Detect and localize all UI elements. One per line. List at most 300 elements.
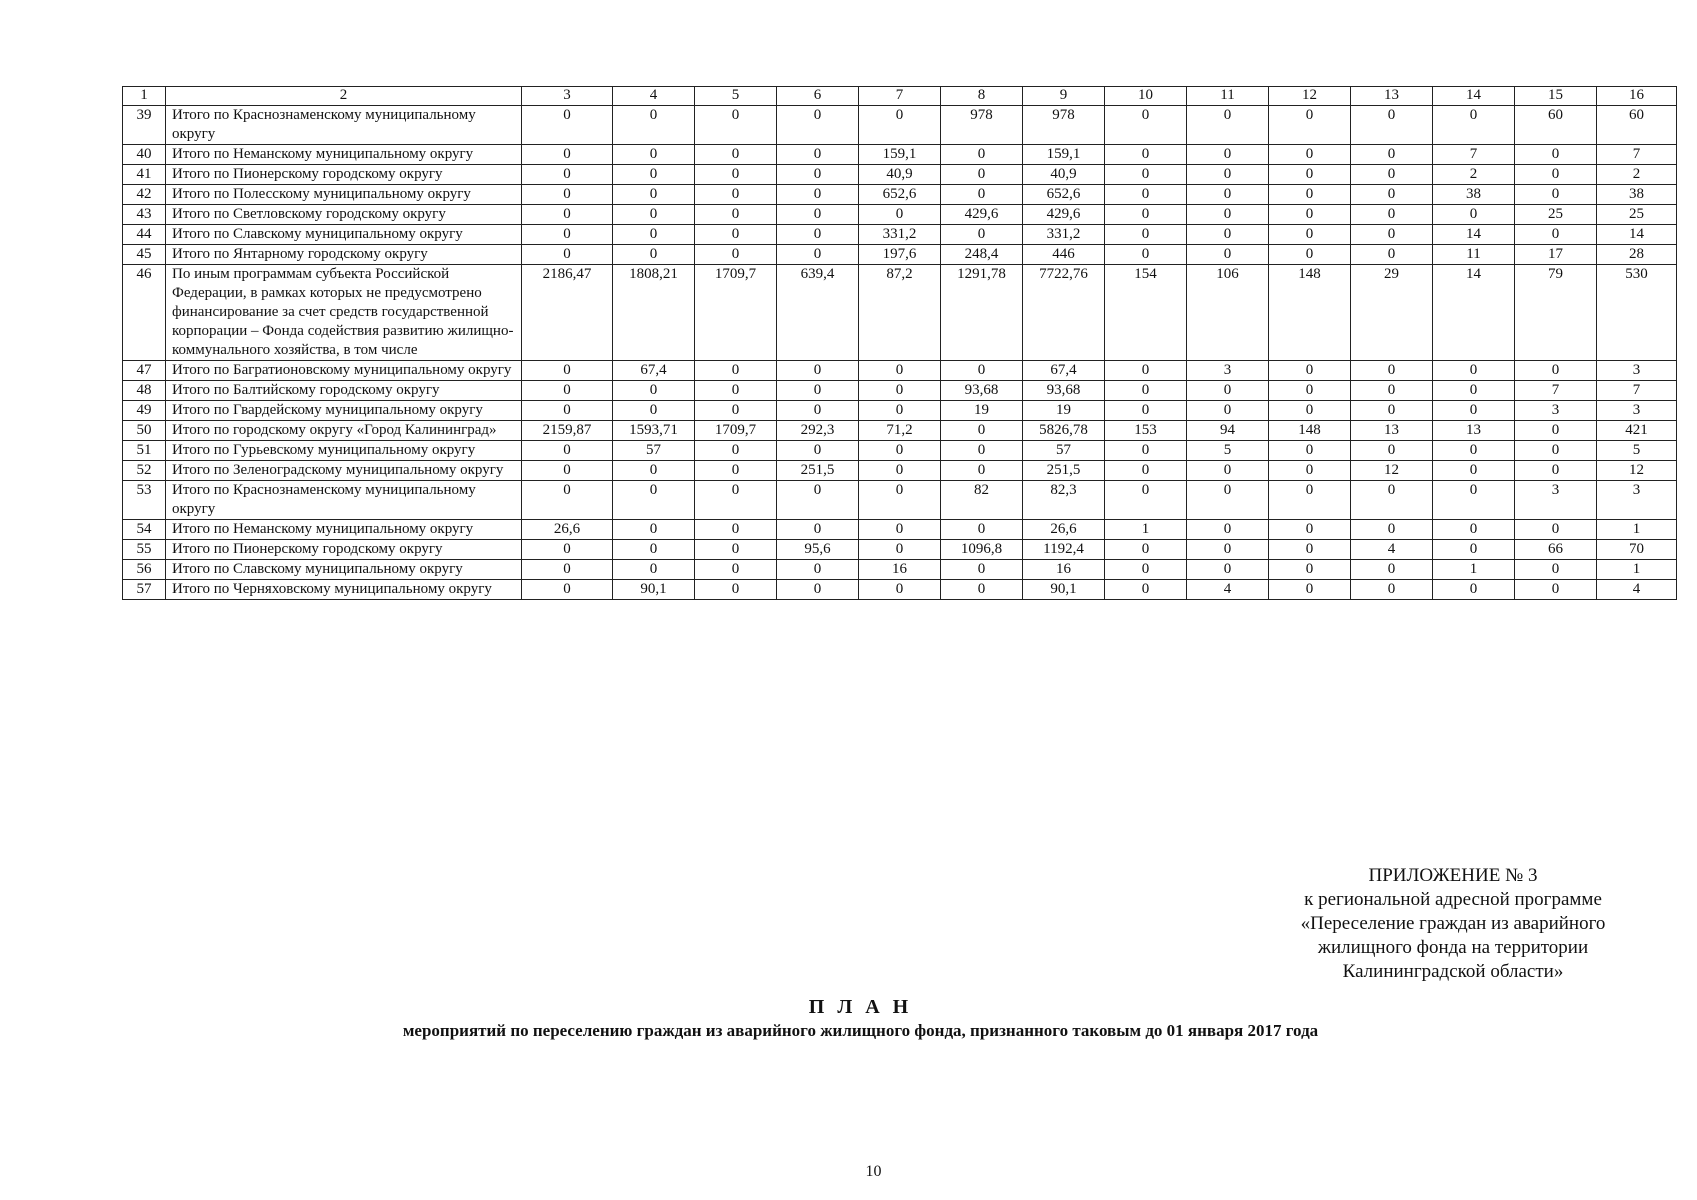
value-cell: 0: [695, 560, 777, 580]
column-number-cell: 6: [777, 87, 859, 106]
column-number-cell: 3: [522, 87, 613, 106]
value-cell: 1593,71: [613, 421, 695, 441]
appendix-line: «Переселение граждан из аварийного: [1300, 913, 1606, 934]
value-cell: 0: [695, 481, 777, 520]
value-cell: 1096,8: [941, 540, 1023, 560]
value-cell: 0: [613, 165, 695, 185]
value-cell: 0: [777, 401, 859, 421]
value-cell: 5826,78: [1023, 421, 1105, 441]
row-name-cell: Итого по Зеленоградскому муниципальному округу: [166, 461, 522, 481]
value-cell: 0: [522, 145, 613, 165]
value-cell: 0: [859, 461, 941, 481]
column-number-cell: 12: [1269, 87, 1351, 106]
value-cell: 0: [522, 205, 613, 225]
value-cell: 0: [1105, 225, 1187, 245]
value-cell: 0: [1433, 520, 1515, 540]
value-cell: 4: [1597, 580, 1677, 600]
table-row: [123, 441, 1677, 461]
row-number-cell: 39: [123, 106, 166, 145]
value-cell: 25: [1597, 205, 1677, 225]
value-cell: 0: [522, 185, 613, 205]
value-cell: 0: [1515, 165, 1597, 185]
value-cell: 0: [1105, 361, 1187, 381]
value-cell: 0: [777, 580, 859, 600]
table-row: [123, 401, 1677, 421]
value-cell: 0: [1515, 560, 1597, 580]
value-cell: 0: [1269, 580, 1351, 600]
row-name-cell: Итого по Черняховскому муниципальному округу: [166, 580, 522, 600]
value-cell: 93,68: [1023, 381, 1105, 401]
value-cell: 0: [695, 401, 777, 421]
value-cell: 0: [1433, 401, 1515, 421]
value-cell: 0: [613, 560, 695, 580]
value-cell: 82: [941, 481, 1023, 520]
value-cell: 90,1: [1023, 580, 1105, 600]
value-cell: 7722,76: [1023, 265, 1105, 361]
value-cell: 0: [695, 381, 777, 401]
row-name-cell: Итого по городскому округу «Город Калининград»: [166, 421, 522, 441]
value-cell: 530: [1597, 265, 1677, 361]
value-cell: 0: [1515, 225, 1597, 245]
value-cell: 0: [777, 381, 859, 401]
value-cell: 0: [777, 106, 859, 145]
row-name-cell: Итого по Краснознаменскому муниципальному округу: [166, 481, 522, 520]
value-cell: 87,2: [859, 265, 941, 361]
value-cell: 0: [941, 145, 1023, 165]
value-cell: 1: [1105, 520, 1187, 540]
value-cell: 159,1: [1023, 145, 1105, 165]
value-cell: 1709,7: [695, 421, 777, 441]
value-cell: 331,2: [1023, 225, 1105, 245]
value-cell: 0: [941, 441, 1023, 461]
value-cell: 0: [777, 145, 859, 165]
row-number-cell: 54: [123, 520, 166, 540]
value-cell: 0: [859, 381, 941, 401]
value-cell: 0: [1269, 165, 1351, 185]
table-row: [123, 580, 1677, 600]
row-name-cell: Итого по Гурьевскому муниципальному округу: [166, 441, 522, 461]
appendix-line: Калининградской области»: [1342, 961, 1564, 982]
row-name-cell: Итого по Пионерскому городскому округу: [166, 540, 522, 560]
value-cell: 71,2: [859, 421, 941, 441]
value-cell: 0: [941, 225, 1023, 245]
value-cell: 0: [1515, 421, 1597, 441]
value-cell: 0: [1269, 381, 1351, 401]
table-row: [123, 481, 1677, 520]
value-cell: 95,6: [777, 540, 859, 560]
row-number-cell: 57: [123, 580, 166, 600]
row-name-cell: Итого по Полесскому муниципальному округу: [166, 185, 522, 205]
row-name-cell: Итого по Багратионовскому муниципальному округу: [166, 361, 522, 381]
column-number-cell: 10: [1105, 87, 1187, 106]
value-cell: 421: [1597, 421, 1677, 441]
value-cell: 0: [941, 421, 1023, 441]
value-cell: 0: [1269, 205, 1351, 225]
value-cell: 0: [1269, 145, 1351, 165]
value-cell: 0: [522, 560, 613, 580]
value-cell: 0: [695, 165, 777, 185]
table-row: [123, 540, 1677, 560]
value-cell: 652,6: [859, 185, 941, 205]
value-cell: 4: [1351, 540, 1433, 560]
table-row: [123, 381, 1677, 401]
value-cell: 0: [859, 540, 941, 560]
column-number-cell: 7: [859, 87, 941, 106]
table-row: [123, 185, 1677, 205]
value-cell: 0: [1269, 361, 1351, 381]
value-cell: 1192,4: [1023, 540, 1105, 560]
value-cell: 0: [1269, 225, 1351, 245]
value-cell: 251,5: [777, 461, 859, 481]
value-cell: 57: [1023, 441, 1105, 461]
value-cell: 1: [1597, 520, 1677, 540]
value-cell: 0: [1105, 245, 1187, 265]
value-cell: 0: [777, 441, 859, 461]
column-number-cell: 1: [123, 87, 166, 106]
column-number-cell: 9: [1023, 87, 1105, 106]
value-cell: 0: [1105, 560, 1187, 580]
value-cell: 251,5: [1023, 461, 1105, 481]
row-number-cell: 43: [123, 205, 166, 225]
value-cell: 19: [941, 401, 1023, 421]
value-cell: 0: [1187, 401, 1269, 421]
value-cell: 12: [1597, 461, 1677, 481]
value-cell: 0: [1433, 361, 1515, 381]
value-cell: 1808,21: [613, 265, 695, 361]
value-cell: 17: [1515, 245, 1597, 265]
value-cell: 0: [1351, 145, 1433, 165]
column-number-cell: 11: [1187, 87, 1269, 106]
value-cell: 1709,7: [695, 265, 777, 361]
value-cell: 0: [1433, 441, 1515, 461]
value-cell: 0: [859, 441, 941, 461]
value-cell: 0: [777, 481, 859, 520]
value-cell: 0: [1187, 481, 1269, 520]
value-cell: 0: [1351, 381, 1433, 401]
value-cell: 0: [613, 185, 695, 205]
value-cell: 29: [1351, 265, 1433, 361]
row-number-cell: 46: [123, 265, 166, 361]
value-cell: 154: [1105, 265, 1187, 361]
table-row: [123, 461, 1677, 481]
value-cell: 0: [941, 560, 1023, 580]
value-cell: 0: [1269, 481, 1351, 520]
value-cell: 7: [1433, 145, 1515, 165]
value-cell: 0: [522, 481, 613, 520]
value-cell: 978: [1023, 106, 1105, 145]
value-cell: 40,9: [1023, 165, 1105, 185]
value-cell: 3: [1597, 361, 1677, 381]
row-name-cell: Итого по Славскому муниципальному округу: [166, 225, 522, 245]
value-cell: 82,3: [1023, 481, 1105, 520]
value-cell: 0: [859, 205, 941, 225]
value-cell: 67,4: [1023, 361, 1105, 381]
table-row: [123, 165, 1677, 185]
table-row: [123, 265, 1677, 361]
value-cell: 0: [613, 401, 695, 421]
table-row: [123, 520, 1677, 540]
row-number-cell: 42: [123, 185, 166, 205]
value-cell: 38: [1433, 185, 1515, 205]
value-cell: 0: [1105, 106, 1187, 145]
value-cell: 0: [695, 361, 777, 381]
value-cell: 446: [1023, 245, 1105, 265]
value-cell: 67,4: [613, 361, 695, 381]
value-cell: 0: [1187, 381, 1269, 401]
value-cell: 0: [613, 205, 695, 225]
value-cell: 0: [613, 225, 695, 245]
appendix-line: к региональной адресной программе: [1304, 889, 1602, 910]
value-cell: 7: [1515, 381, 1597, 401]
value-cell: 0: [695, 185, 777, 205]
value-cell: 14: [1597, 225, 1677, 245]
value-cell: 66: [1515, 540, 1597, 560]
table-header-row: [123, 87, 1677, 106]
value-cell: 0: [695, 205, 777, 225]
value-cell: 331,2: [859, 225, 941, 245]
value-cell: 0: [695, 461, 777, 481]
value-cell: 0: [695, 540, 777, 560]
value-cell: 0: [1515, 361, 1597, 381]
value-cell: 7: [1597, 145, 1677, 165]
row-name-cell: Итого по Балтийскому городскому округу: [166, 381, 522, 401]
row-number-cell: 52: [123, 461, 166, 481]
value-cell: 1: [1433, 560, 1515, 580]
value-cell: 0: [695, 145, 777, 165]
value-cell: 26,6: [1023, 520, 1105, 540]
value-cell: 0: [777, 560, 859, 580]
value-cell: 0: [1351, 580, 1433, 600]
row-number-cell: 40: [123, 145, 166, 165]
row-number-cell: 47: [123, 361, 166, 381]
plan-subtitle: мероприятий по переселению граждан из аварийного жилищного фонда, признанного таковым до 01 января 2017 года: [402, 1021, 1319, 1040]
value-cell: 0: [1187, 540, 1269, 560]
table-row: [123, 361, 1677, 381]
row-name-cell: Итого по Янтарному городскому округу: [166, 245, 522, 265]
value-cell: 0: [1105, 540, 1187, 560]
value-cell: 0: [1187, 560, 1269, 580]
value-cell: 0: [522, 381, 613, 401]
value-cell: 0: [1515, 520, 1597, 540]
value-cell: 0: [941, 185, 1023, 205]
value-cell: 70: [1597, 540, 1677, 560]
value-cell: 148: [1269, 421, 1351, 441]
value-cell: 0: [1269, 106, 1351, 145]
row-number-cell: 49: [123, 401, 166, 421]
row-number-cell: 56: [123, 560, 166, 580]
value-cell: 978: [941, 106, 1023, 145]
value-cell: 5: [1597, 441, 1677, 461]
table-body: [123, 87, 1677, 600]
column-number-cell: 14: [1433, 87, 1515, 106]
value-cell: 639,4: [777, 265, 859, 361]
value-cell: 0: [1187, 106, 1269, 145]
value-cell: 0: [1351, 245, 1433, 265]
row-number-cell: 51: [123, 441, 166, 461]
value-cell: 1291,78: [941, 265, 1023, 361]
table-row: [123, 106, 1677, 145]
value-cell: 0: [1105, 401, 1187, 421]
value-cell: 0: [941, 461, 1023, 481]
value-cell: 38: [1597, 185, 1677, 205]
value-cell: 292,3: [777, 421, 859, 441]
value-cell: 2: [1433, 165, 1515, 185]
value-cell: 0: [859, 361, 941, 381]
value-cell: 0: [1351, 165, 1433, 185]
value-cell: 153: [1105, 421, 1187, 441]
value-cell: 0: [777, 205, 859, 225]
value-cell: 57: [613, 441, 695, 461]
column-number-cell: 13: [1351, 87, 1433, 106]
column-number-cell: 16: [1597, 87, 1677, 106]
value-cell: 60: [1515, 106, 1597, 145]
value-cell: 0: [522, 106, 613, 145]
value-cell: 0: [1351, 401, 1433, 421]
value-cell: 3: [1597, 401, 1677, 421]
value-cell: 0: [1187, 145, 1269, 165]
value-cell: 0: [777, 225, 859, 245]
row-number-cell: 45: [123, 245, 166, 265]
value-cell: 0: [1105, 580, 1187, 600]
value-cell: 0: [1187, 185, 1269, 205]
row-name-cell: Итого по Краснознаменскому муниципальному округу: [166, 106, 522, 145]
column-number-cell: 15: [1515, 87, 1597, 106]
table-row: [123, 145, 1677, 165]
value-cell: 0: [613, 145, 695, 165]
plan-title: П Л А Н: [808, 996, 913, 1018]
value-cell: 0: [1351, 560, 1433, 580]
value-cell: 0: [777, 361, 859, 381]
column-number-cell: 2: [166, 87, 522, 106]
column-number-cell: 8: [941, 87, 1023, 106]
data-table: [122, 86, 1677, 600]
value-cell: 0: [522, 540, 613, 560]
value-cell: 0: [859, 520, 941, 540]
value-cell: 0: [1105, 481, 1187, 520]
value-cell: 0: [859, 481, 941, 520]
appendix-line: жилищного фонда на территории: [1317, 937, 1589, 958]
value-cell: 0: [1351, 205, 1433, 225]
value-cell: 0: [695, 580, 777, 600]
value-cell: 0: [1351, 361, 1433, 381]
value-cell: 0: [613, 540, 695, 560]
row-name-cell: Итого по Светловскому городскому округу: [166, 205, 522, 225]
value-cell: 0: [1515, 145, 1597, 165]
value-cell: 14: [1433, 225, 1515, 245]
value-cell: 0: [1433, 540, 1515, 560]
value-cell: 0: [1351, 481, 1433, 520]
value-cell: 19: [1023, 401, 1105, 421]
value-cell: 0: [1105, 441, 1187, 461]
value-cell: 25: [1515, 205, 1597, 225]
value-cell: 0: [695, 245, 777, 265]
value-cell: 0: [1433, 381, 1515, 401]
value-cell: 0: [1187, 245, 1269, 265]
value-cell: 0: [1105, 381, 1187, 401]
value-cell: 106: [1187, 265, 1269, 361]
value-cell: 0: [941, 165, 1023, 185]
column-number-cell: 5: [695, 87, 777, 106]
value-cell: 0: [1433, 106, 1515, 145]
value-cell: 159,1: [859, 145, 941, 165]
row-name-cell: Итого по Славскому муниципальному округу: [166, 560, 522, 580]
value-cell: 0: [1187, 461, 1269, 481]
row-number-cell: 50: [123, 421, 166, 441]
value-cell: 0: [1187, 205, 1269, 225]
value-cell: 0: [777, 185, 859, 205]
value-cell: 13: [1433, 421, 1515, 441]
row-name-cell: Итого по Неманскому муниципальному округу: [166, 520, 522, 540]
value-cell: 0: [1351, 520, 1433, 540]
value-cell: 0: [1105, 145, 1187, 165]
value-cell: 3: [1187, 361, 1269, 381]
row-name-cell: Итого по Гвардейскому муниципальному округу: [166, 401, 522, 421]
row-name-cell: Итого по Пионерскому городскому округу: [166, 165, 522, 185]
value-cell: 0: [613, 461, 695, 481]
value-cell: 0: [522, 441, 613, 461]
value-cell: 28: [1597, 245, 1677, 265]
value-cell: 0: [1187, 225, 1269, 245]
value-cell: 0: [613, 381, 695, 401]
value-cell: 0: [695, 106, 777, 145]
value-cell: 16: [859, 560, 941, 580]
value-cell: 0: [1105, 165, 1187, 185]
appendix-title: ПРИЛОЖЕНИЕ № 3: [1368, 865, 1538, 886]
value-cell: 0: [522, 225, 613, 245]
value-cell: 0: [859, 580, 941, 600]
value-cell: 0: [1433, 205, 1515, 225]
value-cell: 0: [1269, 185, 1351, 205]
table-row: [123, 421, 1677, 441]
value-cell: 90,1: [613, 580, 695, 600]
value-cell: 0: [1269, 560, 1351, 580]
value-cell: 0: [777, 520, 859, 540]
value-cell: 0: [522, 401, 613, 421]
value-cell: 652,6: [1023, 185, 1105, 205]
row-number-cell: 48: [123, 381, 166, 401]
value-cell: 0: [522, 580, 613, 600]
value-cell: 0: [613, 481, 695, 520]
value-cell: 0: [1187, 165, 1269, 185]
value-cell: 0: [522, 165, 613, 185]
value-cell: 0: [1105, 461, 1187, 481]
value-cell: 429,6: [1023, 205, 1105, 225]
value-cell: 0: [1433, 461, 1515, 481]
value-cell: 0: [941, 520, 1023, 540]
value-cell: 0: [695, 225, 777, 245]
value-cell: 0: [941, 580, 1023, 600]
row-number-cell: 55: [123, 540, 166, 560]
value-cell: 60: [1597, 106, 1677, 145]
value-cell: 4: [1187, 580, 1269, 600]
value-cell: 16: [1023, 560, 1105, 580]
value-cell: 0: [1515, 441, 1597, 461]
value-cell: 0: [522, 245, 613, 265]
value-cell: 0: [1515, 461, 1597, 481]
value-cell: 2: [1597, 165, 1677, 185]
value-cell: 429,6: [941, 205, 1023, 225]
value-cell: 0: [1515, 580, 1597, 600]
value-cell: 0: [1433, 481, 1515, 520]
value-cell: 0: [1269, 520, 1351, 540]
value-cell: 3: [1597, 481, 1677, 520]
table-row: [123, 225, 1677, 245]
value-cell: 0: [613, 520, 695, 540]
value-cell: 0: [1351, 185, 1433, 205]
value-cell: 0: [1351, 225, 1433, 245]
value-cell: 0: [1351, 106, 1433, 145]
value-cell: 79: [1515, 265, 1597, 361]
